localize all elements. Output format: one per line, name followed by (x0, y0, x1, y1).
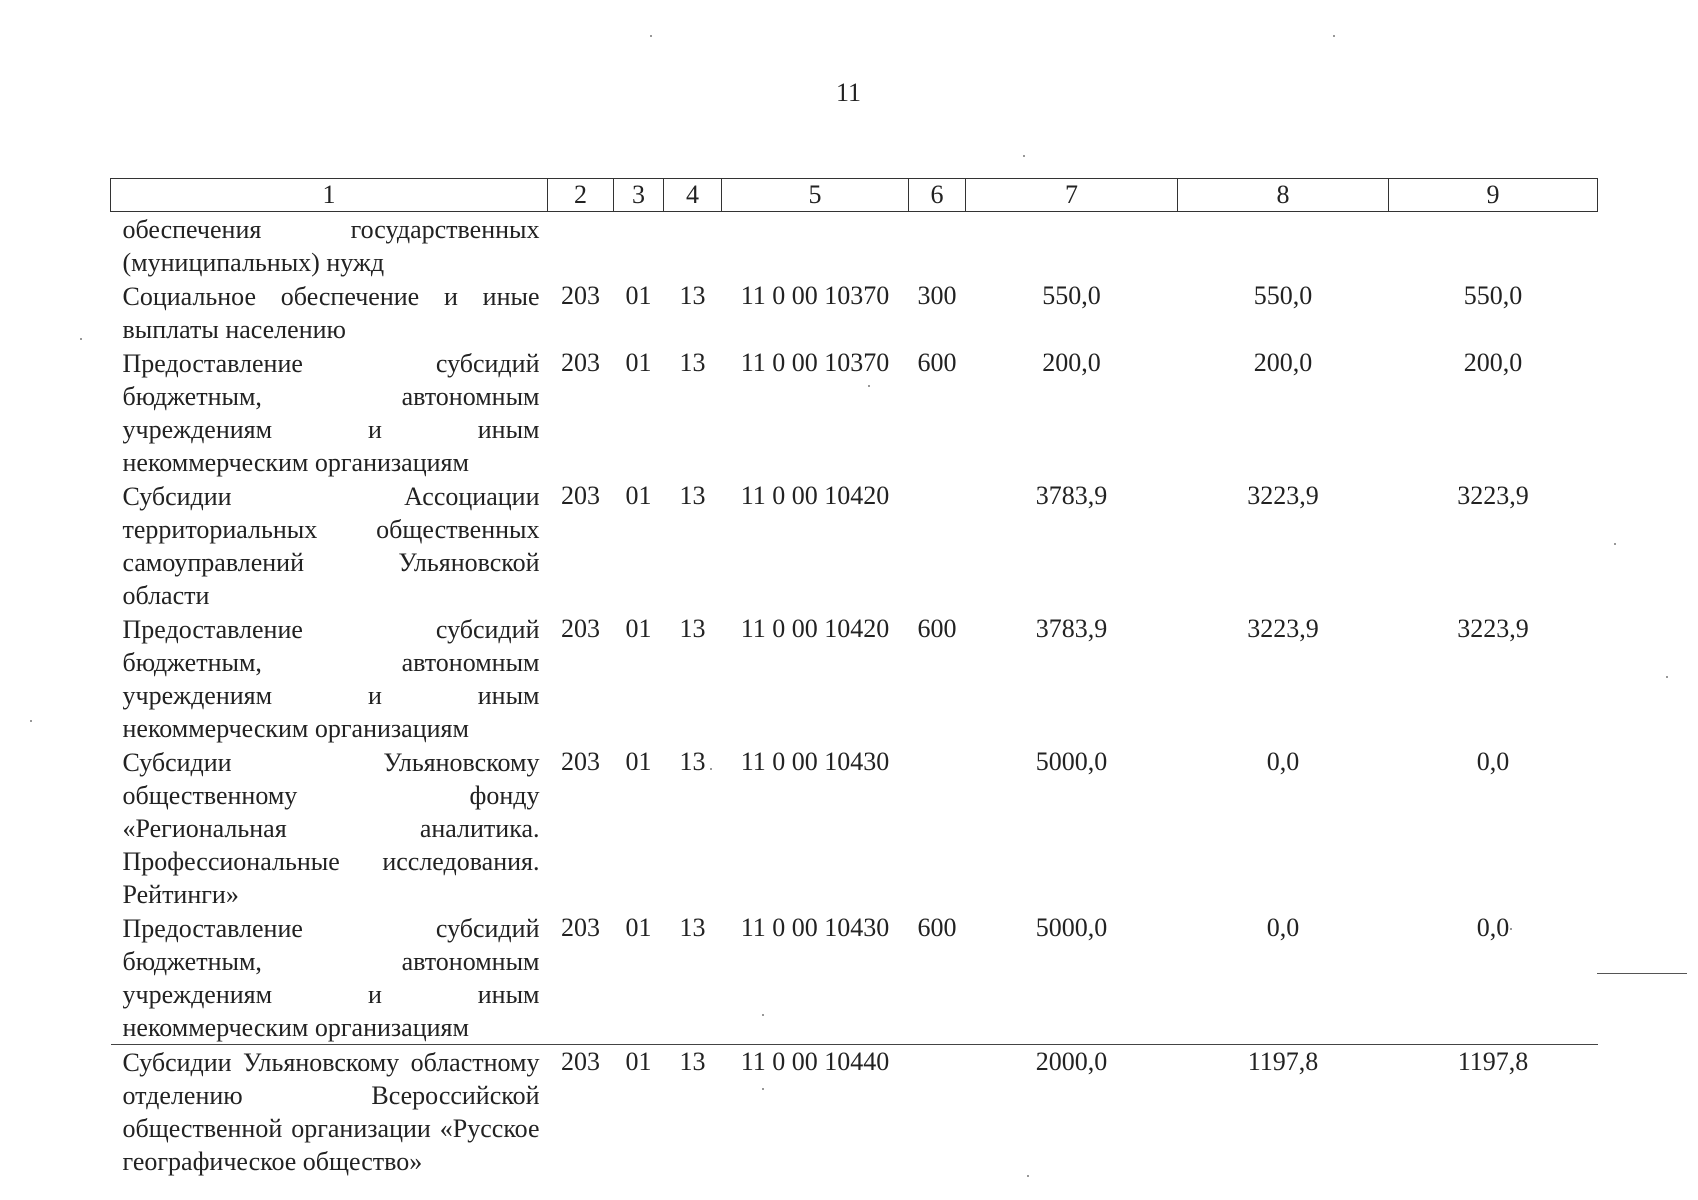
scan-speck (762, 1014, 764, 1016)
scan-speck (868, 385, 870, 387)
scan-speck (762, 1088, 764, 1090)
row-col-8 (1178, 212, 1389, 280)
scan-rule-line (1597, 973, 1687, 974)
row-col-4: 13 (679, 747, 706, 776)
row-name: обеспечения государственных (муниципальных) нужд (122, 215, 540, 277)
table-body (111, 212, 1598, 1179)
scan-speck (650, 35, 652, 37)
row-col-4: 13 (679, 913, 706, 942)
row-col-6: 600 (917, 614, 957, 643)
table-row (111, 279, 1598, 346)
row-col-6: 600 (917, 913, 957, 942)
row-name: Предоставление субсидий бюджетным, автономным учреждениям и иным некоммерческим организациям (122, 615, 540, 743)
row-col-2: 203 (561, 747, 600, 776)
row-col-7: 5000,0 (1035, 913, 1108, 942)
row-col-6: 300 (917, 281, 957, 310)
header-col-9: 9 (1389, 179, 1598, 212)
row-col-9: 0,0 (1476, 913, 1510, 942)
row-col-2 (548, 212, 614, 280)
row-col-9: 550,0 (1463, 281, 1523, 310)
row-col-9 (1389, 212, 1598, 280)
row-col-3: 01 (625, 481, 652, 510)
table-row (111, 479, 1598, 612)
row-col-9: 0,0 (1476, 747, 1510, 776)
scan-speck (1027, 1175, 1029, 1177)
row-col-3: 01 (625, 614, 652, 643)
row-col-4: 13 (679, 481, 706, 510)
row-col-4: 13 (679, 348, 706, 377)
row-col-6 (909, 479, 966, 612)
row-col-9: 3223,9 (1457, 614, 1529, 643)
row-col-7: 2000,0 (966, 1045, 1178, 1179)
row-col-6 (909, 745, 966, 911)
header-col-4: 4 (664, 179, 722, 212)
row-col-8: 3223,9 (1247, 481, 1319, 510)
row-col-6 (909, 1045, 966, 1179)
row-col-2: 203 (561, 481, 600, 510)
scan-speck (30, 720, 32, 722)
header-col-7: 7 (966, 179, 1178, 212)
row-col-2: 203 (561, 348, 600, 377)
row-col-7: 3783,9 (1035, 481, 1108, 510)
row-col-8: 200,0 (1253, 348, 1313, 377)
row-col-5: 11 0 00 10430 (740, 913, 890, 942)
header-col-5: 5 (722, 179, 909, 212)
row-col-6 (909, 212, 966, 280)
table-row (111, 212, 1598, 280)
row-col-2: 203 (561, 281, 600, 310)
row-col-7 (966, 212, 1178, 280)
header-col-8: 8 (1178, 179, 1389, 212)
row-col-4: 13 (679, 614, 706, 643)
scan-speck (1510, 928, 1512, 930)
table-row (111, 745, 1598, 911)
row-col-9: 200,0 (1463, 348, 1523, 377)
row-col-7: 3783,9 (1035, 614, 1108, 643)
table-row (111, 1045, 1598, 1179)
row-col-5: 11 0 00 10420 (740, 614, 890, 643)
row-col-3: 01 (625, 913, 652, 942)
table-row (111, 911, 1598, 1045)
row-col-3: 01 (614, 1045, 664, 1179)
row-col-5: 11 0 00 10370 (740, 348, 890, 377)
row-col-5: 11 0 00 10440 (722, 1045, 909, 1179)
row-col-5: 11 0 00 10430 (740, 747, 890, 776)
row-col-3: 01 (625, 281, 652, 310)
row-col-8: 0,0 (1266, 747, 1300, 776)
row-col-4: 13 (664, 1045, 722, 1179)
row-col-3: 01 (625, 348, 652, 377)
row-col-7: 550,0 (1042, 281, 1101, 310)
budget-table (110, 178, 1598, 1178)
table-row (111, 346, 1598, 479)
scan-speck (1333, 35, 1335, 37)
row-col-3: 01 (625, 747, 652, 776)
row-col-8: 550,0 (1253, 281, 1313, 310)
scan-speck (710, 768, 712, 770)
header-col-2: 2 (548, 179, 614, 212)
row-col-5 (722, 212, 909, 280)
header-row (111, 179, 1598, 212)
table-row (111, 612, 1598, 745)
row-col-8: 1197,8 (1178, 1045, 1389, 1179)
row-name: Субсидии Ульяновскому областному отделению Всероссийской общественной организации «Русское географическое общество» (111, 1045, 548, 1179)
row-col-2: 203 (561, 614, 600, 643)
row-col-7: 5000,0 (1035, 747, 1108, 776)
row-col-5: 11 0 00 10370 (740, 281, 890, 310)
row-col-4 (664, 212, 722, 280)
table-header (111, 179, 1598, 212)
row-name: Субсидии Ульяновскому общественному фонду «Региональная аналитика. Профессиональные исследования. Рейтинги» (122, 748, 540, 909)
scan-speck (80, 338, 82, 340)
row-col-8: 0,0 (1266, 913, 1300, 942)
row-col-7: 200,0 (1042, 348, 1101, 377)
row-col-9: 1197,8 (1389, 1045, 1598, 1179)
row-col-2: 203 (548, 1045, 614, 1179)
header-col-3: 3 (614, 179, 664, 212)
row-col-9: 3223,9 (1457, 481, 1529, 510)
header-col-1: 1 (111, 179, 548, 212)
row-col-6: 600 (917, 348, 957, 377)
row-name: Социальное обеспечение и иные выплаты населению (122, 282, 540, 344)
page-number: 11 (836, 78, 862, 107)
scan-speck (1614, 543, 1616, 545)
row-col-8: 3223,9 (1247, 614, 1319, 643)
row-col-3 (614, 212, 664, 280)
row-name: Субсидии Ассоциации территориальных общественных самоуправлений Ульяновской области (122, 482, 540, 610)
row-name: Предоставление субсидий бюджетным, автономным учреждениям и иным некоммерческим организациям (122, 914, 540, 1042)
row-col-5: 11 0 00 10420 (740, 481, 890, 510)
scan-speck (1023, 155, 1025, 157)
header-col-6: 6 (909, 179, 966, 212)
row-col-2: 203 (561, 913, 600, 942)
scan-speck (1666, 676, 1668, 678)
row-col-4: 13 (679, 281, 706, 310)
row-name: Предоставление субсидий бюджетным, автономным учреждениям и иным некоммерческим организациям (122, 349, 540, 477)
